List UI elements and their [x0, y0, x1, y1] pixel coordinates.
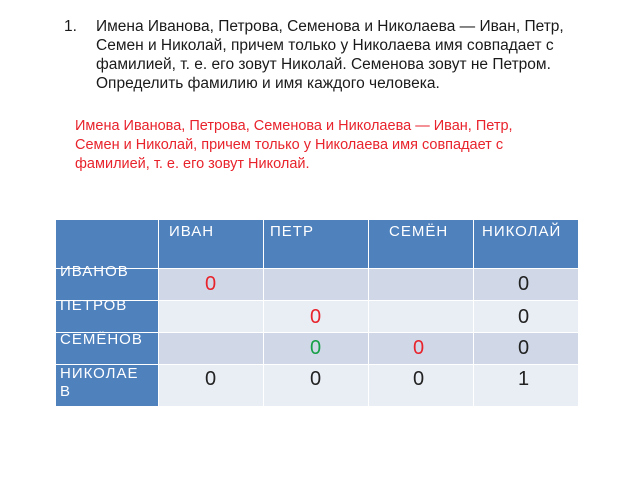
cell: 0: [264, 333, 369, 365]
table-row: [56, 301, 579, 333]
corner-cell: [56, 220, 159, 269]
row-label-semyonov: СЕМЁНОВ: [56, 333, 159, 365]
col-header-ivan: ИВАН: [159, 220, 264, 269]
col-header-petr: ПЕТР: [264, 220, 369, 269]
cell: [369, 301, 474, 333]
cell: [264, 269, 369, 301]
cell: 1: [474, 365, 579, 407]
row-label-nikolaev: НИКОЛАЕВ: [56, 365, 159, 407]
col-header-nikolay: НИКОЛАЙ: [474, 220, 579, 269]
col-header-semyon: СЕМЁН: [369, 220, 474, 269]
problem-number: 1.: [64, 18, 77, 35]
table-row: [56, 365, 579, 407]
table-row: [56, 333, 579, 365]
cell: 0: [369, 333, 474, 365]
logic-table: [55, 219, 579, 407]
cell: [159, 301, 264, 333]
cell: 0: [474, 269, 579, 301]
cell: 0: [474, 301, 579, 333]
table-row: [56, 269, 579, 301]
problem-statement: [64, 17, 590, 93]
cell: [369, 269, 474, 301]
cell: 0: [264, 365, 369, 407]
row-label-petrov: ПЕТРОВ: [56, 301, 159, 333]
cell: 0: [159, 269, 264, 301]
problem-text: Имена Иванова, Петрова, Семенова и Николаева — Иван, Петр, Семен и Николай, причем только у Николаева имя совпадает с фамилией, т. е. его зовут Николай. Семенова зовут не Петром. Определить фамилию и имя каждого человека.: [96, 18, 564, 92]
cell: 0: [369, 365, 474, 407]
row-label-ivanov: ИВАНОВ: [56, 269, 159, 301]
cell: [159, 333, 264, 365]
cell: 0: [159, 365, 264, 407]
highlighted-quote: Имена Иванова, Петрова, Семенова и Николаева — Иван, Петр, Семен и Николай, причем только у Николаева имя совпадает с фамилией, т. е. его зовут Николай.: [75, 118, 513, 172]
cell: 0: [264, 301, 369, 333]
cell: 0: [474, 333, 579, 365]
